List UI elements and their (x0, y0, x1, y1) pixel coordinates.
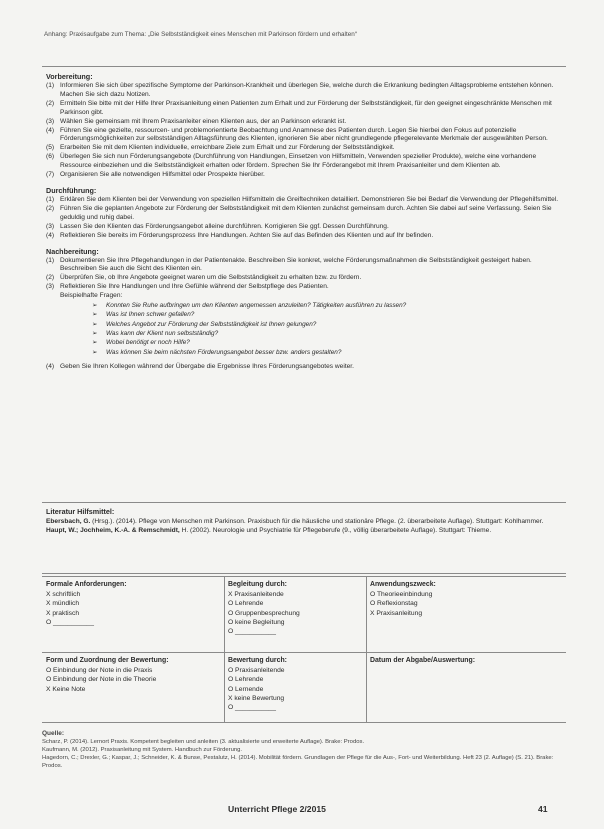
list-item (46, 153, 562, 171)
option-line: O Reflexionstag (370, 600, 418, 608)
question-text: Welches Angebot zur Förderung der Selbstständigkeit ist Ihnen gelungen? (106, 320, 317, 328)
item-text: Geben Sie Ihren Kollegen während der Übergabe die Ergebnisse Ihres Förderungsangebotes weiter. (60, 362, 354, 370)
item-number: (3) (46, 283, 55, 291)
question-item (92, 348, 562, 357)
item-text: Erarbeiten Sie mit dem Klienten individuelle, erreichbare Ziele zum Erhalt und zur Förderung der Selbstständigkeit. (60, 144, 395, 152)
durchfuehrung-section (46, 186, 562, 241)
page-number: 41 (538, 804, 548, 814)
item-text: Reflektieren Sie Ihre Handlungen und Ihre Gefühle während der Selbstpflege des Patienten. (60, 283, 329, 291)
question-text: Was können Sie beim nächsten Förderungsangebot besser bzw. anders gestalten? (106, 348, 342, 356)
option-line: O ___________ (228, 704, 276, 712)
question-item (92, 329, 562, 338)
option-line: O keine Begleitung (228, 618, 285, 626)
option-line: O Einbindung der Note in die Theorie (46, 676, 157, 684)
option-line: O Lehrende (228, 600, 264, 608)
anwendung-cell (370, 580, 436, 618)
nachbereitung-section (46, 247, 562, 372)
item-text: Wählen Sie gemeinsam mit Ihrem Praxisanleiter einen Klienten aus, der an Parkinson erkrankt ist. (60, 117, 347, 125)
option-line: O Lernende (228, 685, 264, 693)
divider (42, 576, 566, 577)
arrow-bullet-icon: ➢ (92, 311, 98, 319)
item-number: (4) (46, 126, 55, 134)
source-section (42, 730, 566, 770)
list-item (46, 292, 562, 301)
durchfuehrung-list (46, 196, 562, 241)
literature-text: H. (2002). Neurologie und Psychiatrie für Pflegeberufe (9., völlig überarbeitete Auflage). Stuttgart: Thieme. (179, 527, 492, 534)
item-text: Lassen Sie den Klienten das Förderungsangebot alleine durchführen. Korrigieren Sie ggf. Dessen Durchführung. (60, 222, 389, 230)
list-item (46, 118, 562, 127)
question-item (92, 301, 562, 310)
arrow-bullet-icon: ➢ (92, 320, 98, 328)
option-line: X Keine Note (46, 685, 86, 693)
item-text: Erklären Sie dem Klienten bei der Verwendung von speziellen Hilfsmitteln die Greiftechniken detailliert. Demonstrieren Sie bei Bedarf die Verwendung der Pflegehilfsmittel. (60, 195, 559, 203)
formale-cell (46, 580, 127, 627)
arrow-bullet-icon: ➢ (92, 302, 98, 310)
item-number: (1) (46, 195, 55, 203)
section-title: Vorbereitung: (46, 72, 93, 81)
question-list (92, 301, 562, 357)
literature-text: (Hrsg.). (2014). Pflege von Menschen mit Parkinson. Praxisbuch für die häusliche und stationäre Pflege. (2. überarbeitete Auflage). Stuttgart: Kohlhammer. (90, 518, 544, 525)
literature-author: Haupt, W.; Jochheim, K.-A. & Remschmidt, (46, 527, 180, 534)
divider (224, 576, 225, 722)
option-line: X keine Bewertung (228, 694, 285, 702)
bewertung-cell (228, 656, 287, 712)
list-item (46, 205, 562, 223)
cell-title: Begleitung durch: (228, 581, 287, 588)
item-text: Dokumentieren Sie Ihre Pflegehandlungen in der Patientenakte. Beschreiben Sie konkret, welche Förderungsmaßnahmen die Selbstständigkeit gesteigert haben. Beschreiben Sie auch die Sicht des Klienten ein. (60, 256, 532, 273)
source-lines (42, 738, 566, 770)
cell-title: Anwendungszweck: (370, 581, 436, 588)
source-title: Quelle: (42, 730, 65, 737)
nachbereitung-list (46, 257, 562, 293)
option-line: O ___________ (46, 618, 94, 626)
arrow-bullet-icon: ➢ (92, 339, 98, 347)
option-line: X praktisch (46, 609, 80, 617)
list-item (46, 223, 562, 232)
item-number: (3) (46, 117, 55, 125)
question-text: Konnten Sie Ruhe aufbringen um den Klienten angemessen anzuleiten? Tätigkeiten ausführen zu lassen? (106, 302, 407, 310)
option-line: X Praxisanleitende (228, 591, 284, 599)
option-line: O Einbindung der Note in die Praxis (46, 667, 153, 675)
cell-title: Bewertung durch: (228, 657, 287, 664)
literature-author: Ebersbach, G. (46, 518, 91, 525)
item-text: Führen Sie die geplanten Angebote zur Förderung der Selbstständigkeit mit dem Klienten zunächst gemeinsam durch. Achten Sie dabei auf seine Verfassung. Seien Sie geduldig und ruhig dabei. (60, 204, 552, 221)
list-item (46, 82, 562, 100)
list-item (46, 171, 562, 180)
question-text: Was kann der Klient nun selbstständig? (106, 329, 219, 337)
item-text: Informieren Sie sich über spezifische Symptome der Parkinson-Krankheit und überlegen Sie, welche durch die Erkrankung bedingten Alltagsprobleme entstehen können. Machen Sie sich dazu Notizen. (60, 82, 554, 98)
list-item (46, 363, 562, 372)
footer-title: Unterricht Pflege 2/2015 (228, 804, 326, 814)
cell-title: Form und Zuordnung der Bewertung: (46, 657, 169, 664)
list-item (46, 127, 562, 145)
option-line: X schriftlich (46, 591, 81, 599)
item-number: (3) (46, 222, 55, 230)
list-item (46, 283, 562, 292)
item-number: (5) (46, 144, 55, 152)
item-number: (2) (46, 204, 55, 212)
source-line: Scharz, P. (2014). Lernort Praxis. Kompetent begleiten und anleiten (3. aktualisierte und erweiterte Auflage). Brake: Prodos. (42, 739, 365, 745)
item-text: Organisieren Sie alle notwendigen Hilfsmittel oder Prospekte hierüber. (60, 171, 265, 179)
list-item (46, 257, 562, 275)
section-title: Durchführung: (46, 185, 97, 195)
option-line: O Theorieeinbindung (370, 591, 433, 599)
item-number: (7) (46, 171, 55, 179)
vorbereitung-section (46, 72, 562, 180)
divider (42, 652, 566, 653)
item-text: Überlegen Sie sich nun Förderungsangebote (Durchführung von Handlungen, Einsetzen von Hilfsmitteln, Verwenden spezieller Produkte), welche eine vorhandene Ressource einbeziehen und die Selbstständigkeit erhalten oder fördern. Sprechen Sie Ihr Förderangebot mit Ihrem Praxisanleiter und dem Klienten ab. (60, 153, 537, 170)
item-text: Ermitteln Sie bitte mit der Hilfe Ihrer Praxisanleitung einen Patienten zum Erhalt und zur Förderung der Selbstständigkeit, für den geeignet eingeschränkte Menschen mit Parkinson gibt. (60, 99, 552, 116)
option-line: O Praxisanleitende (228, 667, 285, 675)
item-number: (1) (46, 256, 55, 264)
question-text: Was ist Ihnen schwer gefallen? (106, 311, 195, 319)
cell-title: Formale Anforderungen: (46, 581, 127, 588)
list-item (46, 274, 562, 283)
list-item (46, 144, 562, 153)
source-line: Hagedorn, C.; Drexler, G.; Kaspar, J.; Schneider, K. & Bunse, Pestalutz, H. (2014). Mobilität fördern. Grundlagen der Pflege für die Aus-, Fort- und Weiterbildung. Heft 23 (2. Auflage) (S. 21). Brake: Prodos. (42, 755, 554, 769)
option-line: O Gruppenbesprechung (228, 609, 300, 617)
item-text: Überprüfen Sie, ob Ihre Angebote geeignet waren um die Selbstständigkeit zu erhalten bzw. zu fördern. (60, 274, 362, 282)
requirements-grid (42, 576, 566, 723)
item-number: (4) (46, 362, 55, 370)
section-title: Nachbereitung: (46, 246, 99, 256)
option-line: X mündlich (46, 600, 80, 608)
literature-entry (46, 526, 562, 535)
item-number: (4) (46, 231, 55, 239)
arrow-bullet-icon: ➢ (92, 329, 98, 337)
item-text: Reflektieren Sie bereits im Förderungsprozess Ihre Handlungen. Achten Sie auf das Befinden des Klienten und auf Ihr befinden. (60, 231, 434, 239)
question-text: Wobei benötigt er noch Hilfe? (106, 339, 190, 347)
literature-title: Literatur Hilfsmittel: (46, 507, 115, 516)
page-header: Anhang: Praxisaufgabe zum Thema: „Die Selbstständigkeit eines Menschen mit Parkinson fördern und erhalten“ (44, 31, 357, 38)
item-text: Führen Sie eine gezielte, ressourcen- und problemorientierte Beobachtung und Anamnese des Patienten durch. Legen Sie hierbei den Fokus auf potenzielle Förderungsmöglichkeiten zur selbstständigen Alltagsführung des Klienten, ignorieren Sie aber nicht grundlegende pflegerelevante Merkmale der ausgewählten Person. (60, 126, 548, 143)
literature-box (42, 502, 566, 574)
option-line: O ___________ (228, 628, 276, 636)
divider (366, 576, 367, 722)
list-item (46, 232, 562, 241)
literature-entry (46, 517, 562, 526)
source-line: Kaufmann, M. (2012). Praxisanleitung mit System. Handbuch zur Förderung. (42, 747, 243, 753)
option-line: O Lehrende (228, 676, 264, 684)
item-number: (1) (46, 82, 55, 89)
form-cell (46, 656, 169, 694)
question-item (92, 338, 562, 347)
item-number: (6) (46, 153, 55, 161)
question-item (92, 320, 562, 329)
item-number: (2) (46, 99, 55, 107)
datum-cell (370, 656, 475, 666)
vorbereitung-list (46, 82, 562, 180)
item-number: (2) (46, 274, 55, 282)
list-item (46, 100, 562, 118)
arrow-bullet-icon: ➢ (92, 348, 98, 356)
option-line: X Praxisanleitung (370, 609, 423, 617)
question-item (92, 310, 562, 319)
beispiel-label: Beispielhafte Fragen: (60, 292, 123, 300)
begleitung-cell (228, 580, 300, 636)
cell-title: Datum der Abgabe/Auswertung: (370, 657, 476, 664)
list-item (46, 196, 562, 205)
task-box (42, 66, 566, 499)
